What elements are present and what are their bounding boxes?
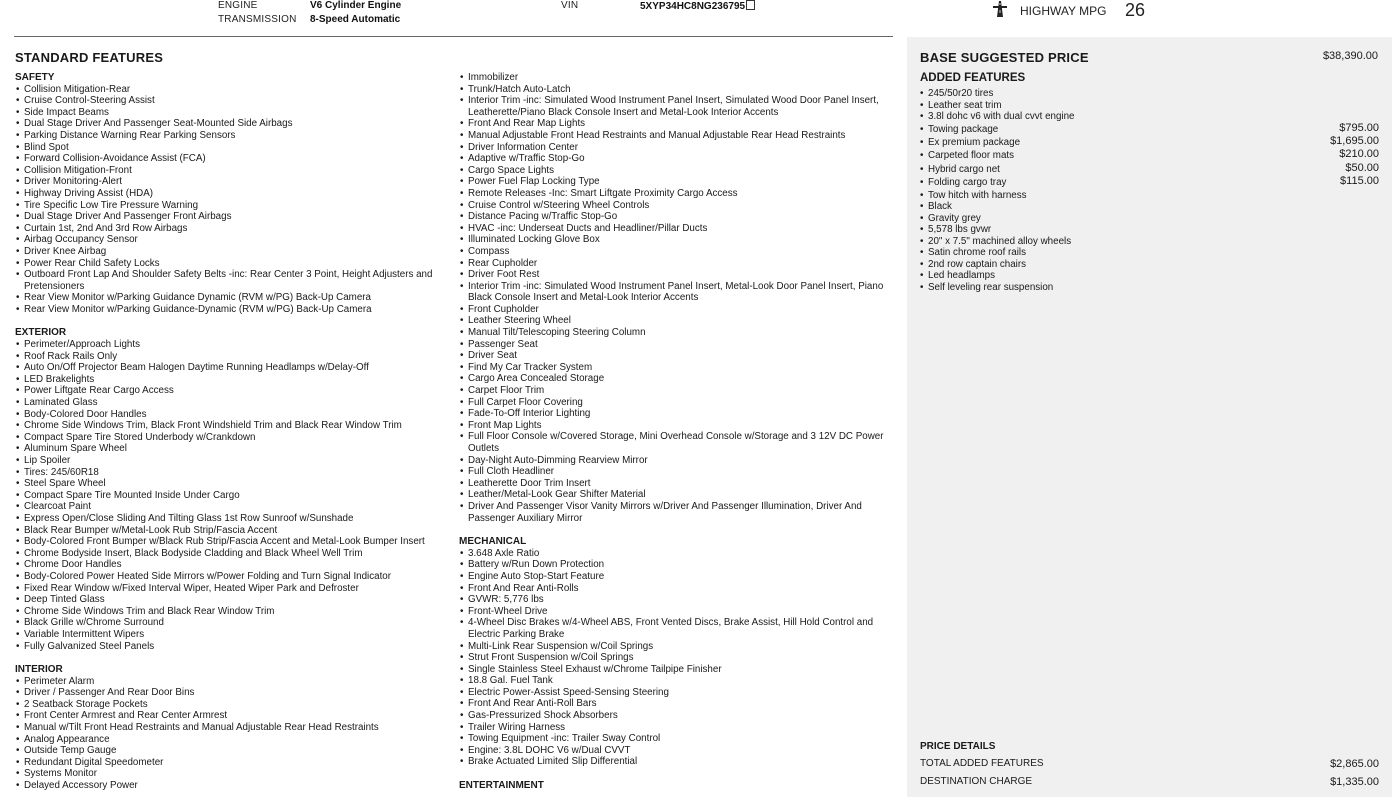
feature-item: • 4-Wheel Disc Brakes w/4-Wheel ABS, Front Vented Discs, Brake Assist, Hill Hold Control and Electric Parking Brake (459, 617, 889, 640)
added-feature-name: • Tow hitch with harness (928, 189, 1027, 201)
added-feature-row (920, 224, 1379, 236)
feature-item: • Chrome Bodyside Insert, Black Bodyside Cladding and Black Wheel Well Trim (15, 548, 445, 560)
added-feature-name: • 245/50r20 tires (928, 88, 994, 99)
feature-item: • Brake Actuated Limited Slip Differential (459, 756, 889, 768)
feature-item: • Black Rear Bumper w/Metal-Look Rub Strip/Fascia Accent (15, 525, 445, 537)
feature-item: • Full Floor Console w/Covered Storage, Mini Overhead Console w/Storage and 3 12V DC Power Outlets (459, 431, 889, 454)
feature-item: • Chrome Side Windows Trim and Black Rear Window Trim (15, 606, 445, 618)
added-feature-name: • Ex premium package (928, 136, 1021, 148)
destination-label: DESTINATION CHARGE (920, 776, 1033, 787)
added-feature-name: • 20" x 7.5" machined alloy wheels (928, 235, 1072, 247)
added-feature-row (920, 111, 1379, 123)
feature-item: • Systems Monitor (15, 768, 445, 780)
section-heading: SAFETY (15, 72, 55, 83)
transmission-value: 8-Speed Automatic (310, 14, 401, 25)
feature-item: • Manual w/Tilt Front Head Restraints and Manual Adjustable Rear Head Restraints (15, 722, 445, 734)
added-feature-name: • 3.8l dohc v6 with dual cvvt engine (928, 111, 1075, 122)
feature-item: • Adaptive w/Traffic Stop-Go (459, 153, 889, 165)
added-feature-name: • 5,578 lbs gvwr (928, 224, 992, 236)
feature-item: • Front And Rear Anti-Rolls (459, 583, 889, 595)
added-feature-row (920, 149, 1379, 162)
feature-item: • Compass (459, 246, 889, 258)
destination-charge-row (920, 776, 1379, 788)
added-feature-row (920, 236, 1379, 248)
feature-item: • 2 Seatback Storage Pockets (15, 699, 445, 711)
vin-field (640, 0, 755, 12)
copy-icon[interactable] (746, 0, 755, 10)
added-feature-row (920, 201, 1379, 213)
feature-item: • Illuminated Locking Glove Box (459, 234, 889, 246)
feature-item: • Carpet Floor Trim (459, 385, 889, 397)
header-divider (14, 36, 893, 37)
vin-label: VIN (561, 0, 579, 11)
feature-item: • Driver Knee Airbag (15, 246, 445, 258)
feature-item: • Driver Monitoring-Alert (15, 176, 445, 188)
added-feature-row (920, 163, 1379, 176)
feature-item: • Body-Colored Power Heated Side Mirrors w/Power Folding and Turn Signal Indicator (15, 571, 445, 583)
added-feature-price: $795.00 (1339, 121, 1379, 134)
feature-item: • Electric Power-Assist Speed-Sensing Steering (459, 687, 889, 699)
features-column-1 (15, 72, 445, 792)
added-feature-name: • Satin chrome roof rails (928, 247, 1027, 259)
feature-item: • Cargo Area Concealed Storage (459, 373, 889, 385)
feature-item: • Outboard Front Lap And Shoulder Safety Belts -inc: Rear Center 3 Point, Height Adjusters and Pretensioners (15, 269, 445, 292)
added-feature-row (920, 190, 1379, 202)
feature-item: • Remote Releases -Inc: Smart Liftgate Proximity Cargo Access (459, 188, 889, 200)
feature-item: • Aluminum Spare Wheel (15, 443, 445, 455)
feature-item: • Analog Appearance (15, 734, 445, 746)
added-feature-price: $115.00 (1340, 175, 1379, 188)
feature-item: • Engine Auto Stop-Start Feature (459, 571, 889, 583)
feature-item: • HVAC -inc: Underseat Ducts and Headliner/Pillar Ducts (459, 223, 889, 235)
feature-item: • Leather/Metal-Look Gear Shifter Material (459, 489, 889, 501)
feature-item: • Power Liftgate Rear Cargo Access (15, 385, 445, 397)
base-price-value: $38,390.00 (1322, 50, 1378, 62)
total-added-features-row (920, 758, 1379, 770)
feature-item: • Power Fuel Flap Locking Type (459, 176, 889, 188)
feature-item: • Driver Seat (459, 350, 889, 362)
feature-item: • 3.648 Axle Ratio (459, 548, 889, 560)
feature-item: • Engine: 3.8L DOHC V6 w/Dual CVVT (459, 745, 889, 757)
feature-item: • Tires: 245/60R18 (15, 467, 445, 479)
added-feature-row (920, 100, 1379, 112)
feature-item: • Body-Colored Door Handles (15, 409, 445, 421)
feature-item: • Gas-Pressurized Shock Absorbers (459, 710, 889, 722)
vin-value: 5XYP34HC8NG236795 (640, 1, 746, 12)
feature-item: • Rear View Monitor w/Parking Guidance-Dynamic (RVM w/PG) Back-Up Camera (15, 304, 445, 316)
feature-item: • Roof Rack Rails Only (15, 351, 445, 363)
feature-item: • Forward Collision-Avoidance Assist (FCA) (15, 153, 445, 165)
added-feature-name: • Self leveling rear suspension (928, 281, 1054, 293)
feature-item: • Full Cloth Headliner (459, 466, 889, 478)
feature-item: • Full Carpet Floor Covering (459, 397, 889, 409)
feature-item: • Chrome Door Handles (15, 559, 445, 571)
feature-item: • Steel Spare Wheel (15, 478, 445, 490)
added-feature-row (920, 259, 1379, 271)
feature-item: • Cruise Control-Steering Assist (15, 95, 445, 107)
destination-value: $1,335.00 (1330, 776, 1379, 788)
highway-mpg-value: 26 (1125, 0, 1146, 20)
transmission-label: TRANSMISSION (218, 14, 297, 25)
feature-item: • LED Brakelights (15, 374, 445, 386)
price-details-title: PRICE DETAILS (920, 741, 996, 752)
feature-item: • Dual Stage Driver And Passenger Front Airbags (15, 211, 445, 223)
feature-item: • Deep Tinted Glass (15, 594, 445, 606)
added-feature-price: $210.00 (1339, 148, 1379, 161)
added-feature-row (920, 282, 1379, 294)
added-feature-name: • Carpeted floor mats (928, 150, 1015, 162)
feature-item: • Power Rear Child Safety Locks (15, 258, 445, 270)
feature-item: • Manual Tilt/Telescoping Steering Column (459, 327, 889, 339)
feature-item: • Highway Driving Assist (HDA) (15, 188, 445, 200)
added-features-title: ADDED FEATURES (920, 72, 1026, 84)
feature-item: • Outside Temp Gauge (15, 745, 445, 757)
total-added-label: TOTAL ADDED FEATURES (920, 758, 1044, 769)
feature-item: • 18.8 Gal. Fuel Tank (459, 675, 889, 687)
section-heading: INTERIOR (15, 664, 63, 676)
feature-item: • Leather Steering Wheel (459, 315, 889, 327)
added-feature-name: • Towing package (928, 123, 999, 135)
feature-item: • Collision Mitigation-Rear (15, 84, 445, 96)
feature-item: • Parking Distance Warning Rear Parking Sensors (15, 130, 445, 142)
feature-item: • Towing Equipment -inc: Trailer Sway Control (459, 733, 889, 745)
feature-item: • Front-Wheel Drive (459, 606, 889, 618)
feature-item: • Redundant Digital Speedometer (15, 757, 445, 769)
feature-item: • Dual Stage Driver And Passenger Seat-Mounted Side Airbags (15, 118, 445, 130)
feature-item: • Curtain 1st, 2nd And 3rd Row Airbags (15, 223, 445, 235)
feature-item: • Driver Foot Rest (459, 269, 889, 281)
engine-label: ENGINE (218, 0, 258, 11)
feature-item: • Auto On/Off Projector Beam Halogen Daytime Running Headlamps w/Delay-Off (15, 362, 445, 374)
feature-item: • Distance Pacing w/Traffic Stop-Go (459, 211, 889, 223)
section-heading: MECHANICAL (459, 536, 527, 548)
feature-item: • Clearcoat Paint (15, 501, 445, 513)
feature-item: • Front Cupholder (459, 304, 889, 316)
added-feature-row (920, 123, 1379, 136)
feature-item: • Black Grille w/Chrome Surround (15, 617, 445, 629)
feature-item: • Compact Spare Tire Mounted Inside Under Cargo (15, 490, 445, 502)
standard-features-title: STANDARD FEATURES (15, 50, 164, 65)
feature-item: • Lip Spoiler (15, 455, 445, 467)
feature-item: • Cruise Control w/Steering Wheel Controls (459, 200, 889, 212)
added-feature-row (920, 176, 1379, 189)
base-price-label: BASE SUGGESTED PRICE (920, 50, 1089, 65)
feature-item: • Interior Trim -inc: Simulated Wood Instrument Panel Insert, Metal-Look Door Panel Insert, Piano Black Console Insert and Metal-Look Interior Accents (459, 281, 889, 304)
feature-item: • Compact Spare Tire Stored Underbody w/Crankdown (15, 432, 445, 444)
feature-item: • Driver And Passenger Visor Vanity Mirrors w/Driver And Passenger Illumination, Driver And Passenger Auxiliary Mirror (459, 501, 889, 524)
section-heading: EXTERIOR (15, 327, 67, 339)
feature-item: • Driver Information Center (459, 142, 889, 154)
feature-item: • Fixed Rear Window w/Fixed Interval Wiper, Heated Wiper Park and Defroster (15, 583, 445, 595)
added-feature-name: • Folding cargo tray (928, 177, 1007, 189)
added-feature-price: $50.00 (1345, 161, 1379, 174)
added-feature-row (920, 270, 1379, 282)
feature-item: • Front Map Lights (459, 420, 889, 432)
feature-item: • Laminated Glass (15, 397, 445, 409)
added-feature-name: • Black (928, 201, 952, 213)
feature-item: • Manual Adjustable Front Head Restraints and Manual Adjustable Rear Head Restraints (459, 130, 889, 142)
feature-item: • Day-Night Auto-Dimming Rearview Mirror (459, 455, 889, 467)
feature-item: • Airbag Occupancy Sensor (15, 234, 445, 246)
added-feature-name: • 2nd row captain chairs (928, 258, 1027, 270)
feature-item: • Blind Spot (15, 142, 445, 154)
feature-item: • Tire Specific Low Tire Pressure Warning (15, 200, 445, 212)
feature-item: • Single Stainless Steel Exhaust w/Chrome Tailpipe Finisher (459, 664, 889, 676)
feature-item: • Side Impact Beams (15, 107, 445, 119)
added-feature-row (920, 213, 1379, 225)
feature-item: • Cargo Space Lights (459, 165, 889, 177)
highway-icon (991, 0, 1009, 18)
feature-item: • Strut Front Suspension w/Coil Springs (459, 652, 889, 664)
added-feature-row (920, 136, 1379, 149)
feature-item: • Trunk/Hatch Auto-Latch (459, 84, 889, 96)
added-feature-name: • Leather seat trim (928, 99, 1002, 111)
feature-item: • Trailer Wiring Harness (459, 722, 889, 734)
engine-value: V6 Cylinder Engine (310, 0, 402, 11)
feature-item: • Multi-Link Rear Suspension w/Coil Springs (459, 641, 889, 653)
feature-item: • GVWR: 5,776 lbs (459, 594, 889, 606)
feature-item: • Delayed Accessory Power (15, 780, 445, 792)
feature-item: • Express Open/Close Sliding And Tilting Glass 1st Row Sunroof w/Sunshade (15, 513, 445, 525)
feature-item: • Rear Cupholder (459, 258, 889, 270)
feature-item: • Perimeter/Approach Lights (15, 339, 445, 351)
added-feature-row (920, 247, 1379, 259)
feature-item: • Interior Trim -inc: Simulated Wood Instrument Panel Insert, Simulated Wood Door Panel Insert, Leatherette/Piano Black Console Insert and Metal-Look Interior Accents (459, 95, 889, 118)
feature-item: • Perimeter Alarm (15, 676, 445, 688)
features-column-2 (459, 72, 889, 792)
feature-item: • Fully Galvanized Steel Panels (15, 641, 445, 653)
added-feature-row (920, 88, 1379, 100)
feature-item: • Find My Car Tracker System (459, 362, 889, 374)
feature-item: • Rear View Monitor w/Parking Guidance Dynamic (RVM w/PG) Back-Up Camera (15, 292, 445, 304)
added-feature-name: • Led headlamps (928, 270, 995, 282)
feature-item: • Variable Intermittent Wipers (15, 629, 445, 641)
feature-item: • Front And Rear Map Lights (459, 118, 889, 130)
feature-item: • Driver / Passenger And Rear Door Bins (15, 687, 445, 699)
feature-item: • Passenger Seat (459, 339, 889, 351)
highway-mpg-label: HIGHWAY MPG (1020, 4, 1107, 18)
section-heading: ENTERTAINMENT (459, 780, 544, 792)
feature-item: • Battery w/Run Down Protection (459, 559, 889, 571)
feature-item: • Collision Mitigation-Front (15, 165, 445, 177)
added-feature-name: • Gravity grey (928, 212, 981, 224)
brand-logo (12, 0, 202, 6)
total-added-value: $2,865.00 (1330, 758, 1379, 770)
added-feature-name: • Hybrid cargo net (928, 163, 1000, 175)
feature-item: • Fade-To-Off Interior Lighting (459, 408, 889, 420)
feature-item: • Immobilizer (459, 72, 889, 84)
feature-item: • Front Center Armrest and Rear Center Armrest (15, 710, 445, 722)
feature-item: • Chrome Side Windows Trim, Black Front Windshield Trim and Black Rear Window Trim (15, 420, 445, 432)
feature-item: • Body-Colored Front Bumper w/Black Rub Strip/Fascia Accent and Metal-Look Bumper Insert (15, 536, 445, 548)
added-features-list (920, 88, 1379, 293)
pricing-panel (907, 37, 1392, 797)
feature-item: • Leatherette Door Trim Insert (459, 478, 889, 490)
feature-item: • Front And Rear Anti-Roll Bars (459, 698, 889, 710)
added-feature-price: $1,695.00 (1330, 134, 1379, 147)
